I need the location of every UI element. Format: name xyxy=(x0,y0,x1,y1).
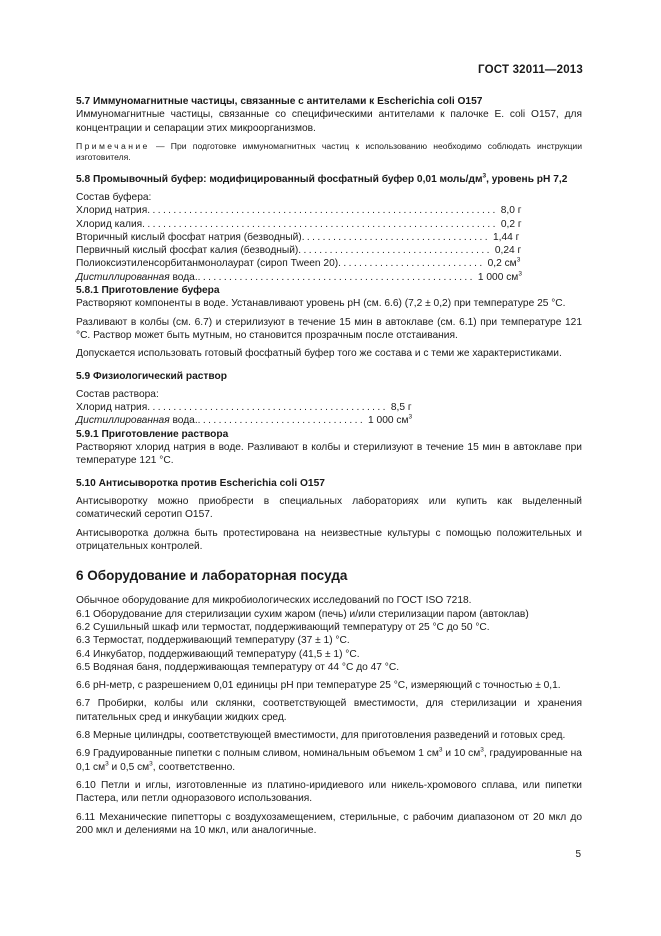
composition-label: Дистиллированная вода. xyxy=(76,271,198,283)
composition-label: Хлорид калия xyxy=(76,218,143,230)
equipment-item-6-11: 6.11 Механические пипетторы с воздухозамещением, стерильные, с рабочим диапазоном от 20 мкл до 200 мкл и делениями на 10 мкл, или аналогичные. xyxy=(76,811,582,836)
composition-row xyxy=(76,231,528,244)
note xyxy=(76,141,582,164)
dot-leader: ................................ xyxy=(197,415,366,427)
composition-label: Первичный кислый фосфат калия (безводный) xyxy=(76,245,299,257)
composition-row xyxy=(76,244,528,257)
equipment-item: 6.2 Сушильный шкаф или термостат, поддерживающий температуру от 25 °С до 50 °С. xyxy=(76,621,490,633)
dot-leader: .............................................. xyxy=(147,402,388,414)
page-number: 5 xyxy=(575,849,581,860)
equipment-item: 6.4 Инкубатор, поддерживающий температуру (41,5 ± 1) °С. xyxy=(76,648,360,660)
composition-value: 8,5 г xyxy=(390,402,412,414)
section-5-7-text: Иммуномагнитные частицы, связанные со специфическими антителами к палочке E. coli O157, для концентрации и сепарации этих микроорганизмов. xyxy=(76,109,582,134)
equipment-item: 6.6 рН-метр, с разрешением 0,01 единицы рН при температуре 25 °С, измеряющий с точностью ± 0,1. xyxy=(76,680,561,692)
dot-leader: ................................................................... xyxy=(147,205,498,217)
composition-label: Вторичный кислый фосфат натрия (безводный) xyxy=(76,231,302,243)
equipment-item-6-9: 6.9 Градуированные пипетки с полным сливом, номинальным объемом 1 $см^3$ и 10 $см^3$, градуированные на 0,1 $см^3$ и 0,5 $см^3$, соответственно. xyxy=(76,746,582,773)
equipment-item: 6.8 Мерные цилиндры, соответствующей вместимости, для приготовления разведений и готовых сред. xyxy=(76,730,566,742)
section-5-8-1-p3: Допускается использовать готовый фосфатный буфер того же состава и с теми же характеристиками. xyxy=(76,348,562,360)
dot-leader: .................................................................... xyxy=(142,218,498,230)
section-5-9-1-p1: Растворяют хлорид натрия в воде. Разливают в колбы и стерилизуют в течение 15 мин в автоклаве при температуре 121 °С. xyxy=(76,442,582,467)
standard-number: ГОСТ 32011—2013 xyxy=(478,64,583,76)
section-6-intro: Обычное оборудование для микробиологических исследований по ГОСТ ISO 7218. xyxy=(76,595,472,607)
dot-leader: ............................ xyxy=(338,258,485,270)
solution-composition-label: Состав раствора: xyxy=(76,388,159,400)
section-5-9-1-title: 5.9.1 Приготовление раствора xyxy=(76,428,229,440)
buffer-composition-list xyxy=(76,204,528,284)
composition-value: 0,24 г xyxy=(494,245,522,257)
composition-row xyxy=(76,414,416,427)
composition-row xyxy=(76,401,416,414)
composition-label: Дистиллированная вода. xyxy=(76,415,198,427)
composition-row xyxy=(76,204,528,217)
equipment-item: 6.1 Оборудование для стерилизации сухим жаром (печь) и/или стерилизации паром (автоклав) xyxy=(76,608,529,620)
dot-leader: ..................................... xyxy=(298,245,492,257)
section-5-10-p1: Антисыворотку можно приобрести в специальных лабораториях или купить как выделенный соматический серотип O157. xyxy=(76,495,582,521)
section-5-7-title: 5.7 Иммуномагнитные частицы, связанные с антителами к Escherichia coli O157 xyxy=(76,96,483,107)
composition-label: Хлорид натрия xyxy=(76,205,148,217)
buffer-composition-label: Состав буфера: xyxy=(76,191,152,203)
composition-value: 8,0 г xyxy=(500,205,522,217)
section-5-10-title: 5.10 Антисыворотка против Escherichia coli O157 xyxy=(76,477,325,489)
dot-leader: ..................................................... xyxy=(197,271,475,283)
page-content xyxy=(76,95,582,837)
equipment-list xyxy=(76,608,582,743)
section-5-8-title: 5.8 Промывочный буфер: модифицированный фосфатный буфер 0,01 моль/$дм^3$, уровень рН 7,2 xyxy=(76,172,568,185)
composition-value: 0,2 $см^3$ xyxy=(487,257,521,270)
composition-value: 0,2 г xyxy=(500,218,522,230)
composition-value: 1 000 $см^3$ xyxy=(477,270,522,283)
section-5-8-1-p2: Разливают в колбы (см. 6.7) и стерилизуют в течение 15 мин в автоклаве (см. 6.1) при температуре 121 °С. Раствор может быть мутным, но становится прозрачным после отстаивания. xyxy=(76,316,582,341)
composition-row xyxy=(76,218,528,231)
equipment-item-6-10: 6.10 Петли и иглы, изготовленные из платино-иридиевого или никель-хромового сплава, или пипетки Пастера, или петли одноразового использования. xyxy=(76,779,582,805)
dot-leader: .................................... xyxy=(301,231,490,243)
composition-value: 1,44 г xyxy=(492,231,520,243)
section-5-8-1-title: 5.8.1 Приготовление буфера xyxy=(76,285,220,297)
note-label: Примечание xyxy=(76,140,150,151)
composition-row xyxy=(76,257,528,270)
section-5-8-1-p1: Растворяют компоненты в воде. Устанавливают уровень рН (см. 6.6) (7,2 ± 0,2) при температуре 25 °С. xyxy=(76,298,566,310)
composition-label: Полиоксиэтиленсорбитанмонолаурат (сироп Tween 20) xyxy=(76,258,339,270)
composition-row xyxy=(76,271,528,284)
solution-composition-list xyxy=(76,401,416,428)
note-text: — При подготовке иммуномагнитных частиц к использованию необходимо соблюдать инструкции изготовителя. xyxy=(76,140,582,163)
composition-label: Хлорид натрия xyxy=(76,402,148,414)
equipment-item: 6.7 Пробирки, колбы или склянки, соответствующей вместимости, для стерилизации и хранения питательных сред и инкубации жидких сред. xyxy=(76,698,582,723)
composition-value: 1 000 $см^3$ xyxy=(368,414,413,427)
section-5-9-title: 5.9 Физиологический раствор xyxy=(76,370,227,382)
equipment-item: 6.3 Термостат, поддерживающий температуру (37 ± 1) °С. xyxy=(76,635,350,647)
section-5-10-p2: Антисыворотка должна быть протестирована на неизвестные культуры с помощью положительных и отрицательных контролей. xyxy=(76,527,582,552)
section-6-title: 6 Оборудование и лабораторная посуда xyxy=(76,568,348,584)
equipment-item: 6.5 Водяная баня, поддерживающая температуру от 44 °С до 47 °С. xyxy=(76,661,400,673)
